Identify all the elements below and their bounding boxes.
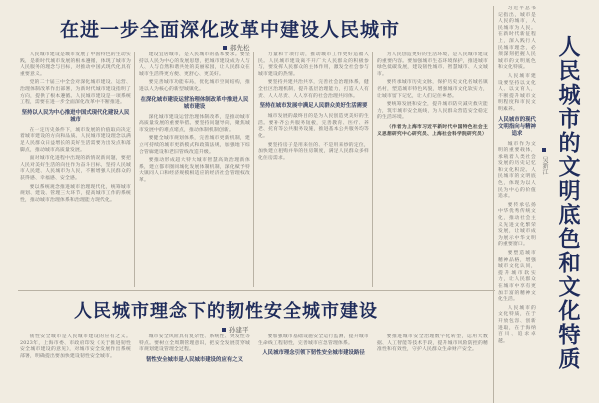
paragraph: 城市安全风险具有复杂性、系统性、突发性等特点。要树立全周期管理意识，把安全发展贯穿城市规划建设管理全过程。 — [139, 334, 250, 353]
sidebar-byline — [539, 148, 549, 175]
section-subheading: 在深化城市建设运营治理体制改革中推进人民城市建设 — [140, 96, 249, 110]
section-subheading: 坚持以人民为中心推进中国式现代化建设人民城市 — [21, 109, 130, 123]
article1-byline — [223, 43, 250, 52]
paragraph: 党的二十届三中全会对深化城市建设、运营、治理体制改革作出部署，为新时代城市建设指明了方向，提供了根本遵循。人民城市建设是一项系统工程，需要在进一步全面深化改革中不断推进。 — [20, 80, 131, 106]
article1-column-2 — [139, 52, 250, 288]
paragraph: 人民城市建设是城市发展了中国特色的生动实践，是新时代城市发展的根本遵循，体现了城市为人民服务的理念与目标，对推动中国式现代化具有重要意义。 — [20, 52, 131, 77]
article-separator — [18, 290, 495, 291]
paragraph: 要传承弘扬中华优秀传统文化，推动社会主义先进文化繁荣发展，让城市成为展示中华文明的重要窗口。 — [498, 202, 536, 248]
paragraph: 要坚持共建共治共享，完善社会治理体系，健全社区治理机制，提升基层治理能力，打造人人有责、人人尽责、人人享有的社会治理共同体。 — [258, 80, 369, 99]
section-subheading: 坚持在城市发展中满足人民群众美好生活需要 — [259, 103, 368, 110]
article1-column-3 — [258, 52, 369, 288]
article2-headline: 人民城市理念下的韧性安全城市建设 — [74, 301, 378, 322]
article2-column-1 — [20, 334, 131, 403]
paragraph: 城市发展的最终目的是为人民创造更美好的生活。要补齐公共服务短板，完善教育、医疗、养老、托育等公共服务设施，推进基本公共服务均等化。 — [258, 114, 369, 139]
author-footnote: （作者为上海市习近平新时代中国特色社会主义思想研究中心研究员、上海社会科学院研究员） — [377, 123, 488, 137]
article2-byline — [222, 325, 249, 334]
paragraph: 人民城市的文化特质，在于开放包容、创新进取，在于海纳百川、追求卓越。 — [498, 305, 536, 344]
byline-marker-icon — [223, 46, 227, 50]
column-divider — [134, 52, 135, 287]
section-subheading: 人民城市的现代文明指向与精神追求 — [498, 116, 536, 137]
paragraph: 要推进城市安全治理数字化转型，运用大数据、人工智能等技术手段，提升城市风险防控的精准性和有效性，守护人民群众生命财产安全。 — [377, 334, 488, 353]
paragraph: 城市作为文明的重要载体，承载着人类社会发展的历史记忆和文化积淀。人民城市的文明底色，体现为以人民为中心的价值追求。 — [498, 141, 536, 200]
paragraph: 人民城市建设要坚持以文化人、以文育人，不断提升城市文明程度和市民文明素养。 — [498, 73, 536, 112]
paragraph: 要传承城市历史文脉，保护历史文化名城名镇名村，塑造城市特色风貌，增强城市文化软实力，让城市留下记忆，让人们记住乡愁。 — [377, 80, 488, 99]
sidebar-text-column — [498, 6, 536, 403]
article1-headline: 在进一步全面深化改革中建设人民城市 — [60, 19, 401, 41]
paragraph: 要加强城市基础设施安全运行监测，提升城市生命线工程韧性，完善城市应急管理体系。 — [258, 334, 369, 346]
article2-column-2 — [139, 334, 250, 403]
byline-marker-icon — [542, 148, 546, 152]
article1-column-4 — [377, 52, 488, 288]
sidebar-divider — [493, 6, 494, 403]
column-divider — [372, 52, 373, 287]
section-subheading: 韧性安全城市是人民城市建设的应有之义 — [145, 356, 244, 363]
paragraph: 要推动形成超大特大城市智慧高效治理新体系，建立都市圈同城化发展体制机制，深化赋予特大镇同人口和经济规模相适应的经济社会管理权改革。 — [139, 158, 250, 183]
section-subheading: 人民城市理念引领下韧性安全城市建设路径 — [262, 350, 365, 357]
paragraph: 韧性安全城市是人民城市建设的应有之义。2023年，上海市委、市政府印发《关于推进韧性安全城市建设的意见》，对城市安全发展作出系统部署，明确提出要加快建设韧性安全城市。 — [20, 334, 131, 359]
paragraph: 深化城市建设运营治理体制改革，是推动城市高质量发展的重要举措。要坚持问题导向，聚焦城市发展中的难点堵点，推动体制机制创新。 — [139, 114, 250, 133]
article1-column-1 — [20, 52, 131, 288]
paragraph: 要塑造城市精神品格，增强城市文化认同，提升城市软实力，让人民群众在城市中享有更加丰富的精神文化生活。 — [498, 251, 536, 303]
article2-column-4 — [377, 334, 488, 403]
paragraph: 习近平总书记指出，城市是人民的城市，人民城市为人民。在新时代新征程上，深入践行人民城市理念，必须深刻把握人民城市的文明底色和文化特质。 — [498, 6, 536, 71]
column-divider — [253, 52, 254, 287]
sidebar-author: 吴新江 — [541, 156, 548, 175]
paragraph: 要统筹发展和安全，提升城市防灾减灾救灾能力，筑牢城市安全底线，为人民群众营造安全稳定的生活环境。 — [377, 102, 488, 121]
byline-marker-icon — [222, 328, 226, 332]
paragraph: 面对城市化进程中出现的新情况新问题，要把人民对美好生活的向往作为奋斗目标，坚持人民城市人民建、人民城市为人民，不断增强人民群众的获得感、幸福感、安全感。 — [20, 156, 131, 181]
paragraph: 要以系统观念推进城市治理现代化，统筹城市规划、建设、管理三大环节，提高城市工作的系统性，推动城市治理体系和治理能力现代化。 — [20, 184, 131, 203]
paragraph: 建设宜居城市，是人民城市的基本要求。要坚持以人民为中心的发展思想，把城市建设成为人与人、人与自然和谐共处的美丽家园，让人民群众在城市生活得更方便、更舒心、更美好。 — [139, 52, 250, 77]
paragraph: 在一定历史条件下，城市发展的价值取向决定着城市建设的方向和品质。人民城市建设理念以满足人民群众日益增长的美好生活需要为出发点和落脚点，推动城市高质量发展。 — [20, 127, 131, 153]
paragraph: 力量和十项行动，推动城市工作更好造福人民。人民城市建设离不开广大人民群众的积极参与，要发挥人民群众的主体作用，激发全社会参与城市建设的热情。 — [258, 52, 369, 77]
paragraph: 要坚持房子是用来住的、不是用来炒的定位，加快建立租购并举的住房制度，满足人民群众多样化住房需求。 — [258, 142, 369, 161]
article2-author: 孙建平 — [229, 326, 249, 334]
article2-column-3 — [258, 334, 369, 403]
paragraph: 为人民创造更好的生活环境，是人民城市建设的重要内容。要加强城市生态环境保护，推进城市绿色低碳发展，建设韧性城市、智慧城市、人文城市。 — [377, 52, 488, 77]
article1-author: 郝先松 — [230, 44, 250, 52]
paragraph: 要完善城市功能布局，优化城市空间结构，推进以人为核心的新型城镇化。 — [139, 80, 250, 92]
sidebar-headline: 人民城市的文明底色和文化特质 — [555, 35, 581, 371]
paragraph: 要健全城市规划体系，完善城市更新机制，建立可持续的城市更新模式和政策法规，加强地下综合管廊建设和老旧管线改造升级。 — [139, 136, 250, 155]
